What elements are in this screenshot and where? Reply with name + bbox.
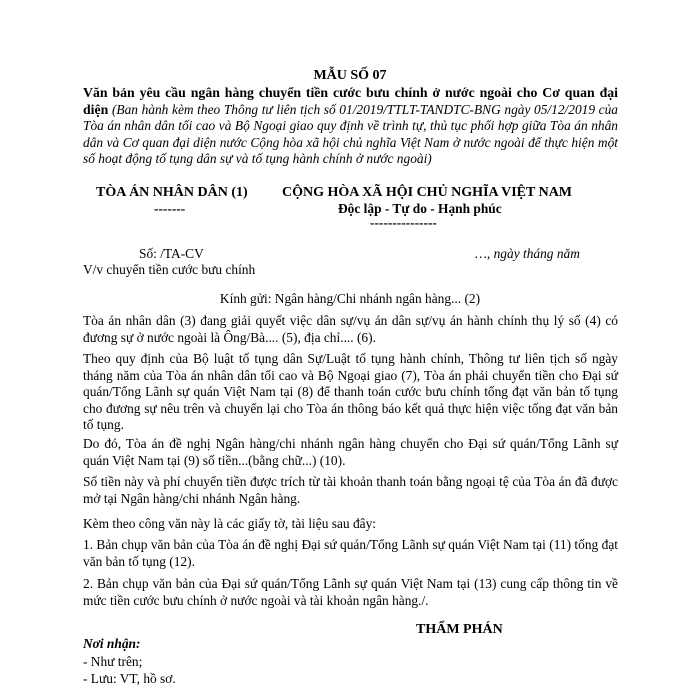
form-subtitle-italic: (Ban hành kèm theo Thông tư liên tịch số 01/2019/TTLT-TANDTC-BNG ngày 05/12/2019 của Tòa án nhân dân tối cao và Bộ Ngoại giao quy định về trình tự, thủ tục phối hợp giữa Tòa án nhân dân và Cơ quan đại diện nước Cộng hòa xã hội chủ nghĩa Việt Nam ở nước ngoài để thực hiện một số hoạt động tố tụng dân sự và tố tụng hành chính ở nước ngoài): [83, 101, 618, 166]
national-motto: Độc lập - Tự do - Hạnh phúc: [338, 201, 502, 216]
document-date: …, ngày tháng năm: [475, 246, 580, 261]
document-number: Số: /TA-CV: [139, 246, 204, 261]
body-paragraph-2: Theo quy định của Bộ luật tố tụng dân Sự/Luật tố tụng hành chính, Thông tư liên tịch số ngày tháng năm của Tòa án nhân dân tối cao và Bộ Ngoại giao (7), Tòa án phải chuyển tiền cho Đại sứ quán/Tổng Lãnh sự quán Việt Nam tại (8) để thanh toán cước bưu chính tống đạt văn bản tố tụng cho đương sự nêu trên và chuyển lại cho Tòa án thông báo kết quả thực hiện việc tống đạt văn bản tố tụng.: [83, 351, 618, 432]
attachment-item-2: 2. Bản chụp văn bản của Đại sứ quán/Tổng Lãnh sự quán Việt Nam tại (13) cung cấp thông tin về mức tiền cước bưu chính ở nước ngoài và tài khoản ngân hàng./.: [83, 576, 618, 608]
body-paragraph-4: Số tiền này và phí chuyển tiền được trích từ tài khoản thanh toán bằng ngoại tệ của Tòa án đã được mở tại Ngân hàng/chi nhánh Ngân hàng.: [83, 474, 618, 506]
form-subtitle-bold: Văn bản yêu cầu ngân hàng chuyển tiền cước bưu chính ở nước ngoài cho Cơ quan đại diện: [83, 85, 618, 117]
body-paragraph-3: Do đó, Tòa án đề nghị Ngân hàng/chi nhánh ngân hàng chuyển cho Đại sứ quán/Tổng Lãnh sự quán Việt Nam tại (9) số tiền...(bằng chữ...) (10).: [83, 436, 618, 468]
recipients-label: Nơi nhận:: [83, 636, 141, 651]
court-separator: -------: [154, 201, 186, 216]
greeting: Kính gửi: Ngân hàng/Chi nhánh ngân hàng... (2): [219, 291, 481, 306]
body-paragraph-5: Kèm theo công văn này là các giấy tờ, tài liệu sau đây:: [83, 516, 377, 531]
nation-name: CỘNG HÒA XÃ HỘI CHỦ NGHĨA VIỆT NAM: [282, 185, 573, 200]
signature-title: THẨM PHÁN: [416, 622, 503, 637]
attachment-item-1: 1. Bản chụp văn bản của Tòa án đề nghị Đại sứ quán/Tổng Lãnh sự quán Việt Nam tại (11) tống đạt văn bản tố tụng (12).: [83, 537, 618, 569]
body-paragraph-1: Tòa án nhân dân (3) đang giải quyết việc dân sự/vụ án dân sự/vụ án hành chính thụ lý số (4) có đương sự ở nước ngoài là Ông/Bà.... (5), địa chỉ.... (6).: [83, 313, 618, 345]
recipient-item: - Lưu: VT, hồ sơ.: [83, 671, 176, 686]
document-subject: V/v chuyển tiền cước bưu chính: [83, 262, 256, 277]
court-name: TÒA ÁN NHÂN DÂN (1): [96, 185, 248, 200]
recipient-item: - Như trên;: [83, 654, 143, 669]
form-title: MẪU SỐ 07: [313, 68, 387, 83]
motto-separator: ---------------: [370, 215, 437, 230]
form-subtitle: [83, 85, 618, 168]
